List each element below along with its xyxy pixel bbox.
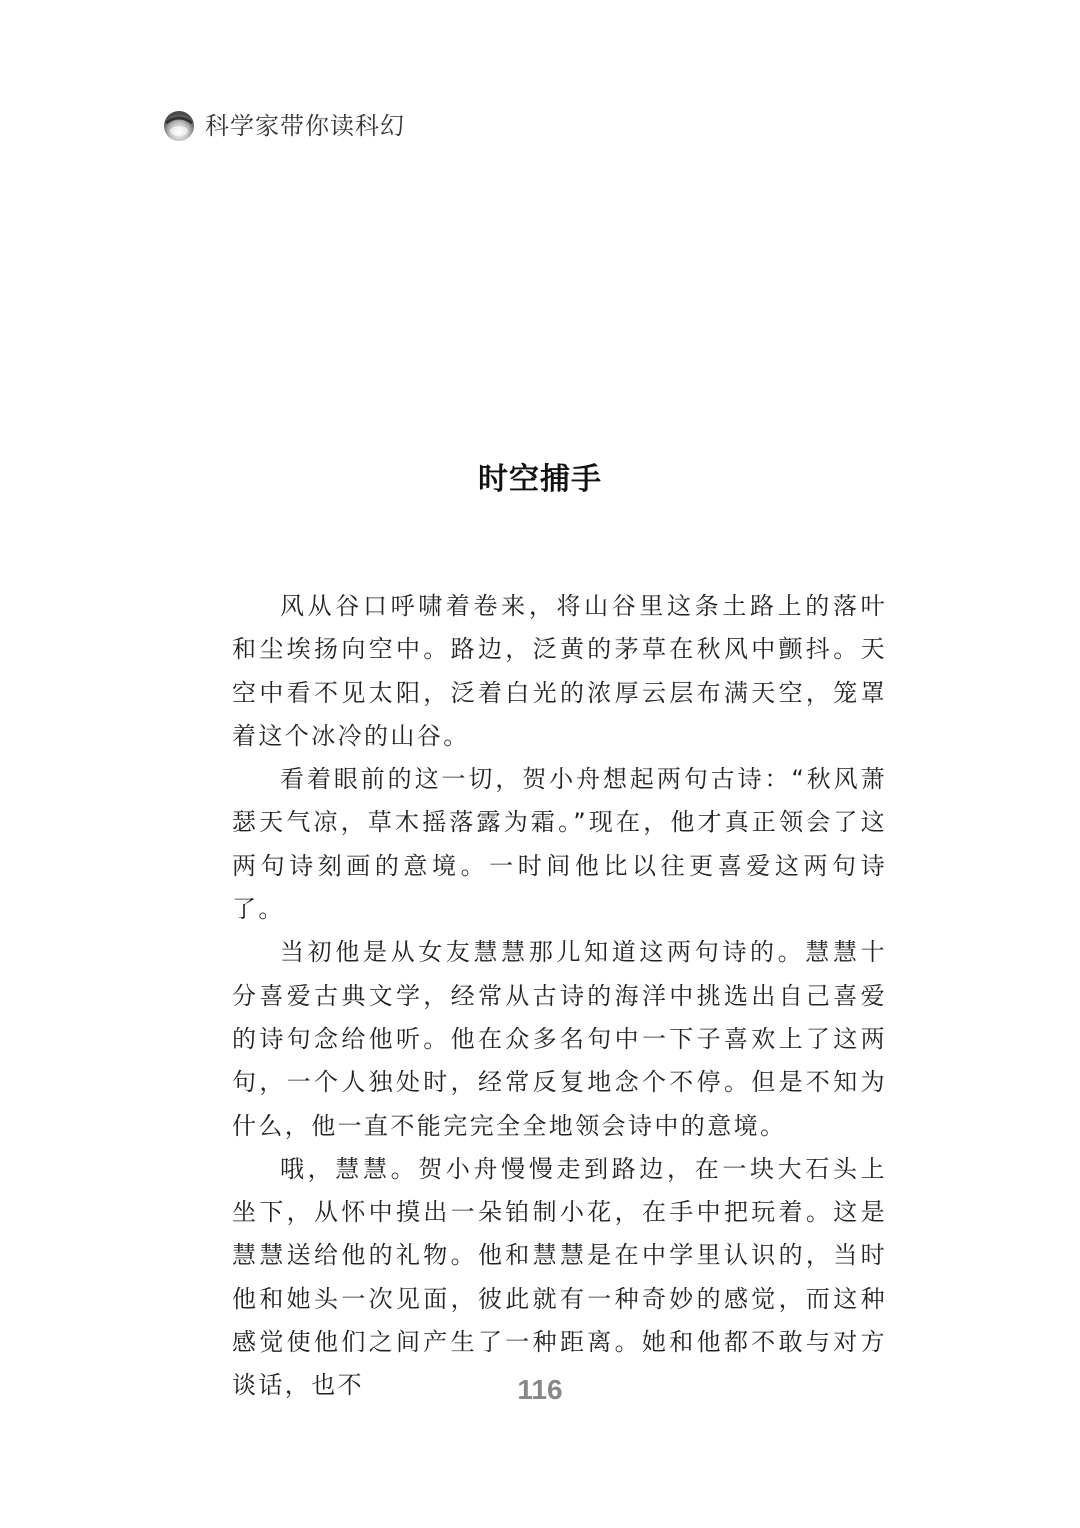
body-text [232, 585, 887, 1408]
chapter-title: 时空捕手 [478, 462, 602, 497]
page-number: 116 [517, 1374, 563, 1405]
paragraph: 哦，慧慧。贺小舟慢慢走到路边，在一块大石头上坐下，从怀中摸出一朵铂制小花，在手中把玩着。这是慧慧送给他的礼物。他和慧慧是在中学里认识的，当时他和她头一次见面，彼此就有一种奇妙的感觉，而这种感觉使他们之间产生了一种距离。她和他都不敢与对方谈话，也不 [232, 1154, 887, 1400]
paragraph: 看着眼前的这一切，贺小舟想起两句古诗：“秋风萧瑟天气凉，草木摇落露为霜。”现在，他才真正领会了这两句诗刻画的意境。一时间他比以往更喜爱这两句诗了。 [232, 765, 887, 924]
globe-icon [163, 110, 195, 142]
book-series-title: 科学家带你读科幻 [205, 112, 405, 140]
paragraph: 当初他是从女友慧慧那儿知道这两句诗的。慧慧十分喜爱古典文学，经常从古诗的海洋中挑选出自己喜爱的诗句念给他听。他在众多名句中一下子喜欢上了这两句，一个人独处时，经常反复地念个不停。但是不知为什么，他一直不能完完全全地领会诗中的意境。 [232, 938, 887, 1140]
running-header [163, 108, 405, 144]
paragraph: 风从谷口呼啸着卷来，将山谷里这条土路上的落叶和尘埃扬向空中。路边，泛黄的茅草在秋风中颤抖。天空中看不见太阳，泛着白光的浓厚云层布满天空，笼罩着这个冰冷的山谷。 [232, 592, 887, 750]
